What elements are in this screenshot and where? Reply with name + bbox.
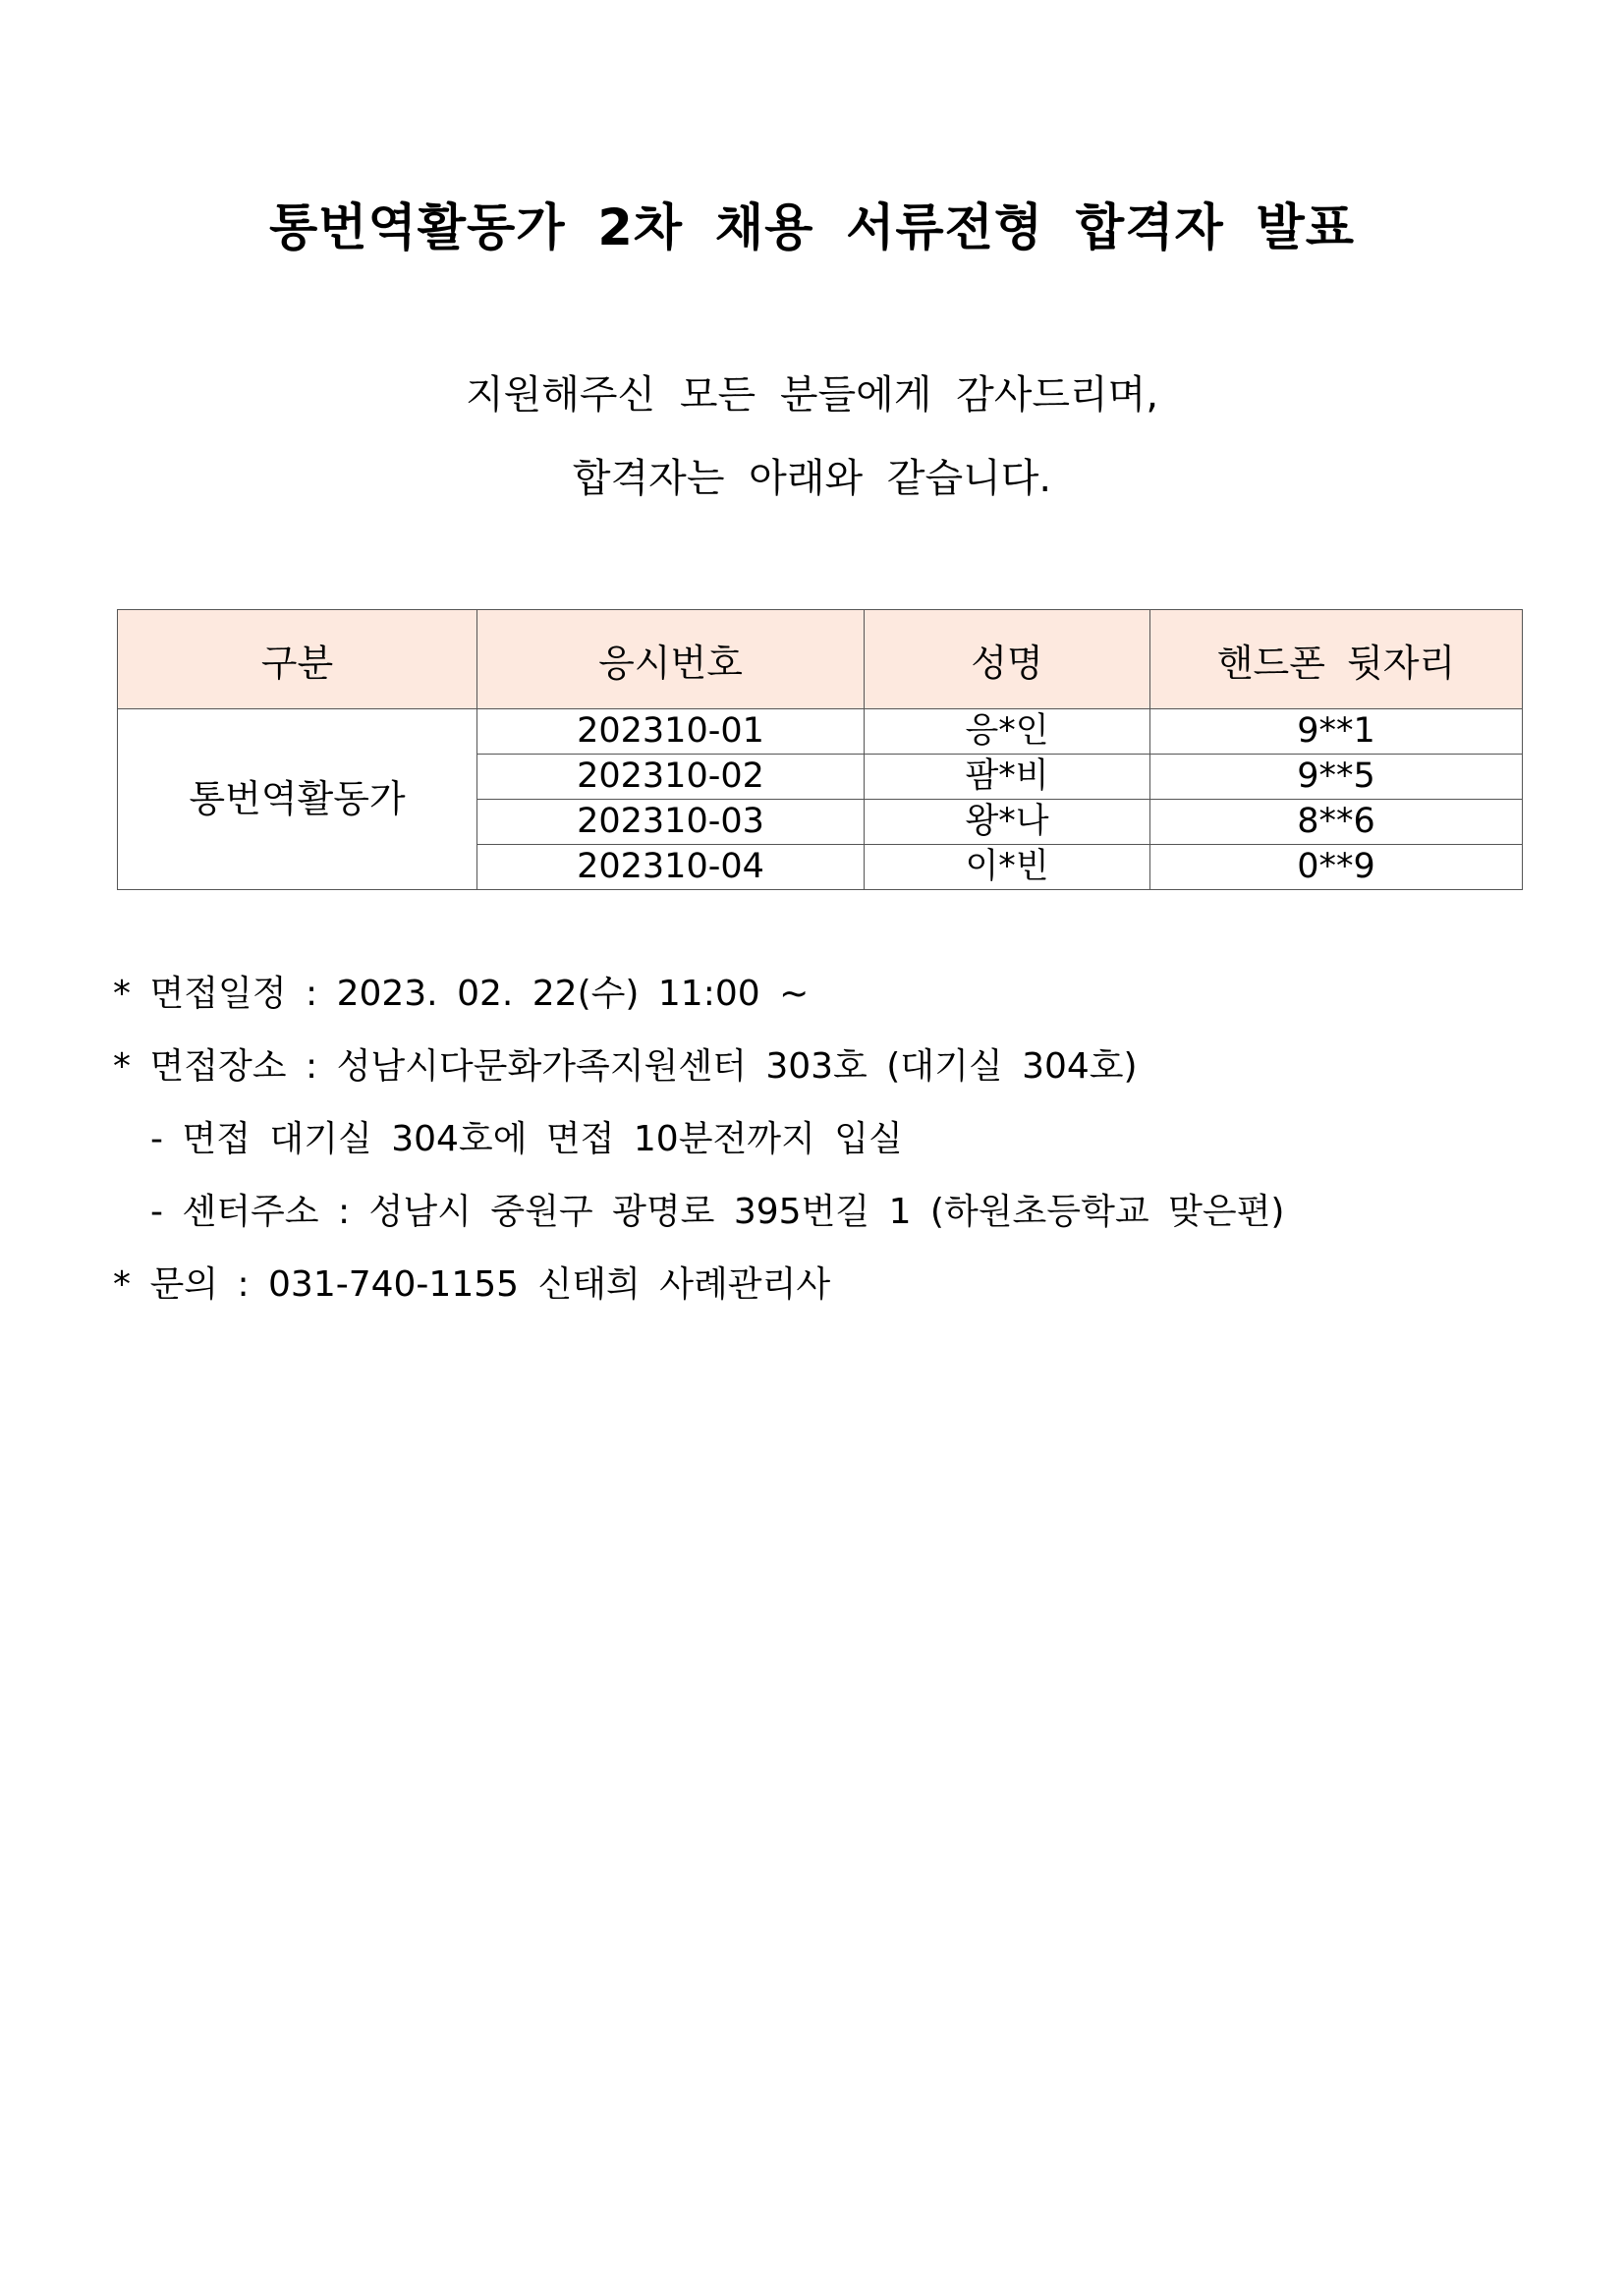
exam-number-cell: 202310-04 bbox=[477, 845, 865, 890]
header-category: 구분 bbox=[118, 610, 477, 709]
header-exam-number: 응시번호 bbox=[477, 610, 865, 709]
phone-cell: 0**9 bbox=[1150, 845, 1523, 890]
note-interview-schedule: * 면접일정 : 2023. 02. 22(수) 11:00 ~ bbox=[113, 974, 810, 1014]
header-name: 성명 bbox=[865, 610, 1150, 709]
note-center-address: - 센터주소 : 성남시 중원구 광명로 395번길 1 (하원초등학교 맞은편) bbox=[150, 1192, 1285, 1232]
phone-cell: 9**1 bbox=[1150, 709, 1523, 755]
notes-section bbox=[113, 958, 1284, 1321]
table-header-row bbox=[118, 610, 1523, 709]
intro-line-1: 지원해주신 모든 분들에게 감사드리며, bbox=[465, 372, 1159, 418]
name-cell: 팜*비 bbox=[865, 755, 1150, 800]
exam-number-cell: 202310-03 bbox=[477, 800, 865, 845]
exam-number-cell: 202310-02 bbox=[477, 755, 865, 800]
note-contact: * 문의 : 031-740-1155 신태희 사례관리사 bbox=[113, 1264, 831, 1305]
name-cell: 이*빈 bbox=[865, 845, 1150, 890]
name-cell: 왕*나 bbox=[865, 800, 1150, 845]
intro-line-2: 합격자는 아래와 같습니다. bbox=[572, 456, 1052, 501]
table-row bbox=[118, 709, 1523, 755]
exam-number-cell: 202310-01 bbox=[477, 709, 865, 755]
note-interview-location: * 면접장소 : 성남시다문화가족지원센터 303호 (대기실 304호) bbox=[113, 1046, 1138, 1087]
name-cell: 응*인 bbox=[865, 709, 1150, 755]
results-table bbox=[117, 609, 1523, 890]
note-waiting-room: - 면접 대기실 304호에 면접 10분전까지 입실 bbox=[150, 1119, 903, 1159]
category-cell: 통번역활동가 bbox=[118, 709, 477, 890]
phone-cell: 9**5 bbox=[1150, 755, 1523, 800]
header-phone-last-digits: 핸드폰 뒷자리 bbox=[1150, 610, 1523, 709]
phone-cell: 8**6 bbox=[1150, 800, 1523, 845]
page-title: 통번역활동가 2차 채용 서류전형 합격자 발표 bbox=[268, 199, 1356, 257]
